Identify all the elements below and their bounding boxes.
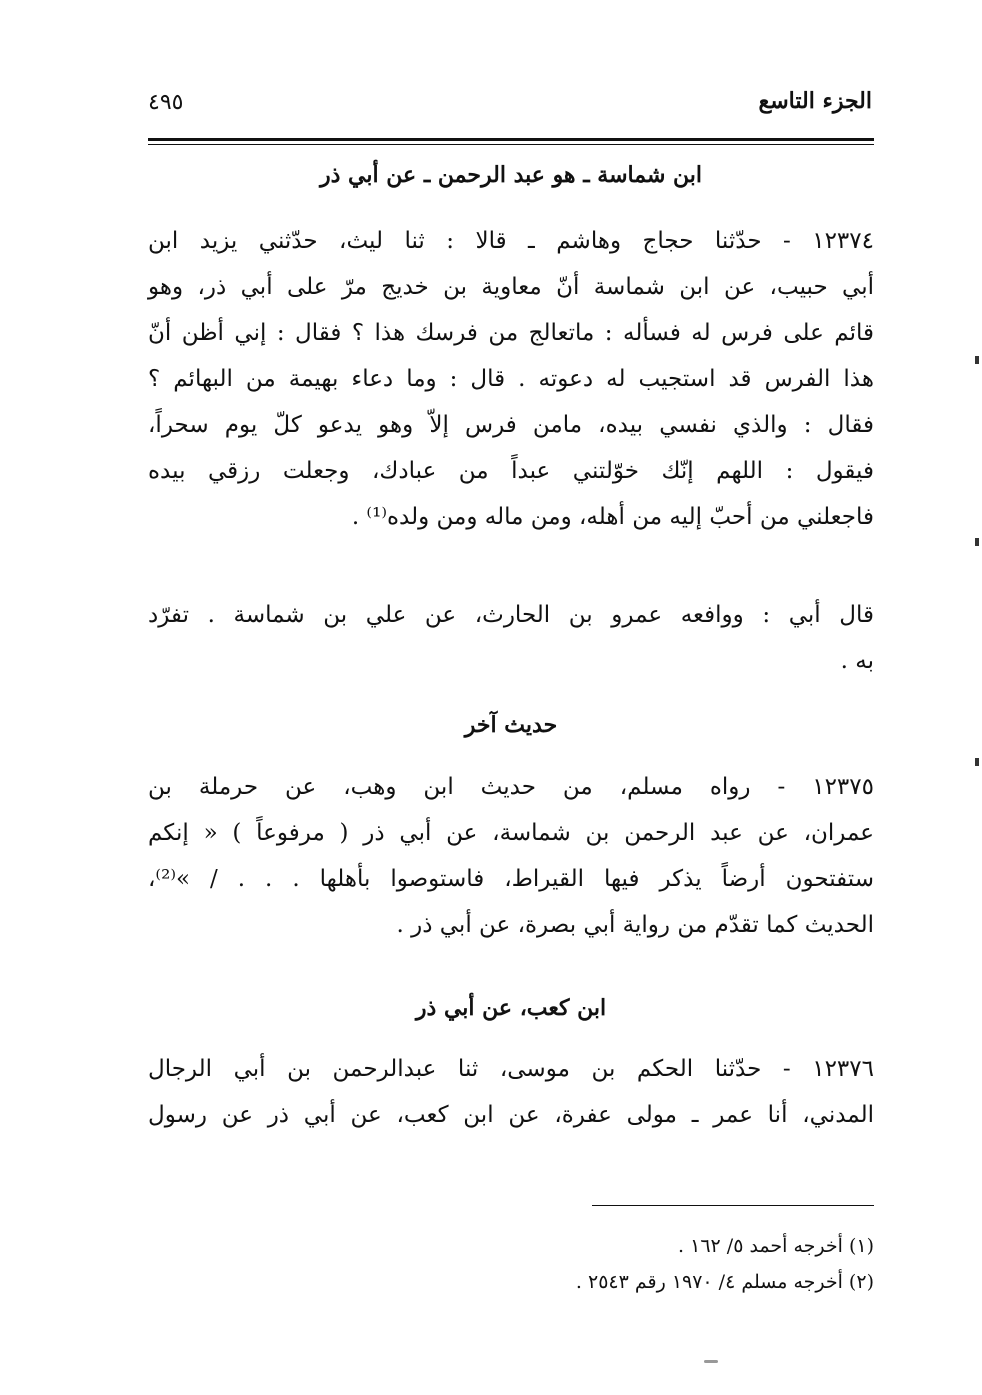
text-line: ١٢٣٧٤ - حدّثنا حجاج وهاشم ـ قالا : ثنا ليث، حدّثني يزيد ابن [148,228,874,254]
section-heading: ابن كعب، عن أبي ذر [415,995,607,1021]
header-rule-thin [148,144,874,145]
section-heading-hadith-akhar-wrap [148,712,874,738]
scan-speck [704,1360,718,1363]
margin-mark [975,538,979,546]
text-line: قال أبي : ووافعه عمرو بن الحارث، عن علي بن شماسة . تفرّد [148,602,874,628]
text-line: ١٢٣٧٥ - رواه مسلم، من حديث ابن وهب، عن حرملة بن [148,774,874,800]
text-line: به . [840,648,874,674]
hadith-12375 [148,764,874,948]
page-number: ٤٩٥ [148,90,184,115]
margin-mark [975,758,979,766]
footnotes [148,1228,874,1300]
running-header [148,88,872,124]
section-heading-ibn-kaab-wrap [148,995,874,1021]
section-heading-ibn-shamasa-wrap [148,162,874,188]
text-line: قائم على فرس له فسأله : ماتعالج من فرسك هذا ؟ فقال : إني أظن أنّ [148,320,874,346]
text-line: ستفتحون أرضاً يذكر فيها القيراط، فاستوصوا بأهلها . . . / »⁽²⁾، [148,866,874,892]
note-paragraph [148,592,874,684]
hadith-12376 [148,1046,874,1138]
section-heading: حديث آخر [464,712,558,738]
text-line: فقال : والذي نفسي بيده، مامن فرس إلاّ وهو يدعو كلّ يوم سحراً، [148,412,874,438]
text-line: فيقول : اللهم إنّك خوّلتني عبداً من عبادك، وجعلت رزقي بيده [148,458,874,484]
text-line: الحديث كما تقدّم من رواية أبي بصرة، عن أبي ذر . [396,912,874,938]
margin-mark [975,356,979,364]
section-heading: ابن شماسة ـ هو عبد الرحمن ـ عن أبي ذر [319,162,703,188]
text-line: فاجعلني من أحبّ إليه من أهله، ومن ماله ومن ولده⁽¹⁾ . [351,504,874,530]
footnote: (٢) أخرجه مسلم ٤/ ١٩٧٠ رقم ٢٥٤٣ . [575,1271,874,1293]
text-line: عمران، عن عبد الرحمن بن شماسة، عن أبي ذر ( مرفوعاً ) « إنكم [148,820,874,846]
header-rule [148,138,874,141]
footnote: (١) أخرجه أحمد ٥/ ١٦٢ . [678,1235,874,1257]
volume-title: الجزء التاسع [758,88,872,114]
text-line: هذا الفرس قد استجيب له دعوته . قال : وما دعاء بهيمة من البهائم ؟ [148,366,874,392]
text-line: ١٢٣٧٦ - حدّثنا الحكم بن موسى، ثنا عبدالرحمن بن أبي الرجال [148,1056,874,1082]
hadith-12374 [148,218,874,540]
footnote-rule [592,1205,874,1206]
text-line: أبي حبيب، عن ابن شماسة أنّ معاوية بن خديج مرّ على أبي ذر، وهو [148,274,874,300]
text-line: المدني، أنا عمر ـ مولى عفرة، عن ابن كعب، عن أبي ذر عن رسول [148,1102,874,1128]
